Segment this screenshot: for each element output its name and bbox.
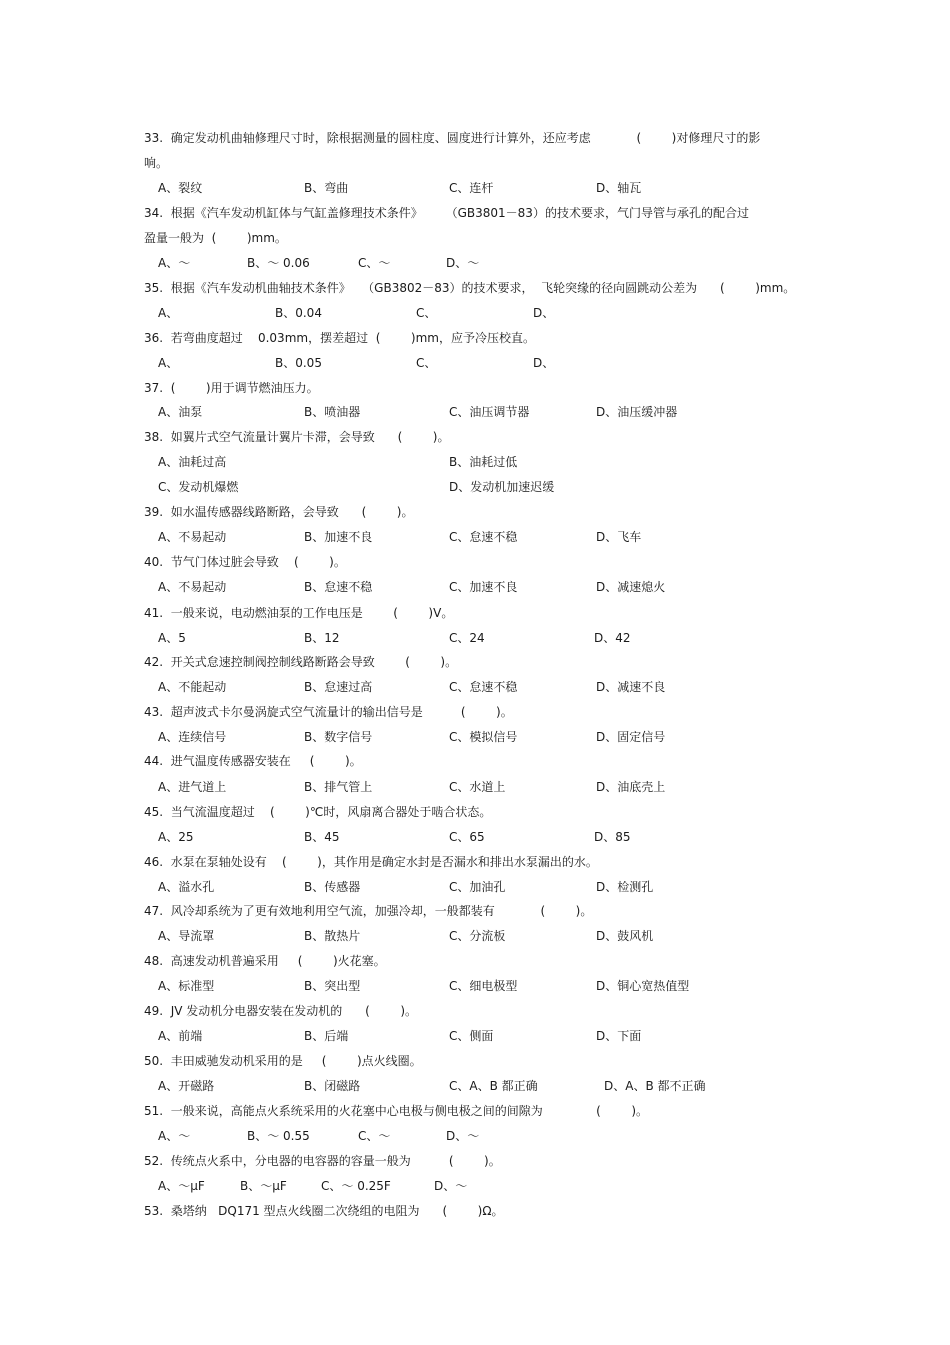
answer-option: B、闭磁路 [304,1079,361,1093]
question-stem [0,852,950,872]
question-stem-continued [0,153,950,173]
question-text: 盈量一般为 ( )mm。 [144,231,287,245]
question-stem [0,1051,950,1071]
answer-option: A、油耗过高 [158,455,227,469]
answer-option: D、减速不良 [596,680,666,694]
answer-option: A、25 [158,830,194,844]
question-text: 33. 确定发动机曲轴修理尺寸时，除根据测量的圆柱度、圆度进行计算外，还应考虑 ( )对修理尺寸的影 [144,131,761,145]
question-text: 45. 当气流温度超过 ( )℃时，风扇离合器处于啮合状态。 [144,805,492,819]
answer-option: C、连杆 [449,181,494,195]
answer-option: B、怠速不稳 [304,580,373,594]
question-text: 46. 水泵在泵轴处设有 ( )，其作用是确定水封是否漏水和排出水泵漏出的水。 [144,855,598,869]
option-row [0,1176,950,1196]
answer-option: C、65 [449,830,485,844]
answer-option: B、数字信号 [304,730,373,744]
question-text: 34. 根据《汽车发动机缸体与气缸盖修理技术条件》 （GB3801－83）的技术要求，气门导管与承孔的配合过 [144,206,749,220]
question-text: 52. 传统点火系中，分电器的电容器的容量一般为 ( )。 [144,1154,501,1168]
option-row [0,1126,950,1146]
option-row [0,527,950,547]
answer-option: D、减速熄火 [596,580,666,594]
question-text: 44. 进气温度传感器安装在 ( )。 [144,754,362,768]
option-row [0,1026,950,1046]
answer-option: A、不易起动 [158,580,227,594]
answer-option: C、水道上 [449,780,506,794]
question-text: 48. 高速发动机普遍采用 ( )火花塞。 [144,954,386,968]
option-row [0,477,950,497]
answer-option: B、传感器 [304,880,361,894]
answer-option: B、0.04 [275,306,322,320]
answer-option: B、0.05 [275,356,322,370]
answer-option: B、排气管上 [304,780,373,794]
question-stem-continued [0,228,950,248]
question-stem [0,652,950,672]
answer-option: D、铜心宽热值型 [596,979,690,993]
question-text: 35. 根据《汽车发动机曲轴技术条件》 （GB3802－83）的技术要求， 飞轮突缘的径向圆跳动公差为 ( )mm。 [144,281,796,295]
answer-option: D、检测孔 [596,880,654,894]
option-row [0,926,950,946]
question-text: 42. 开关式怠速控制阀控制线路断路会导致 ( )。 [144,655,458,669]
answer-option: C、加速不良 [449,580,518,594]
question-stem [0,1201,950,1221]
answer-option: D、轴瓦 [596,181,642,195]
answer-option: B、后端 [304,1029,349,1043]
option-row [0,577,950,597]
answer-option: D、85 [594,830,631,844]
answer-option: C、加油孔 [449,880,506,894]
answer-option: D、～ [446,1129,480,1143]
answer-option: B、油耗过低 [449,455,518,469]
question-stem [0,951,950,971]
answer-option: B、怠速过高 [304,680,373,694]
question-stem [0,427,950,447]
question-text: 36. 若弯曲度超过 0.03mm，摆差超过 ( )mm，应予冷压校直。 [144,331,535,345]
answer-option: A、 [158,306,179,320]
answer-option: D、 [533,306,555,320]
answer-option: C、细电极型 [449,979,518,993]
answer-option: A、导流罩 [158,929,215,943]
question-stem [0,1001,950,1021]
option-row [0,677,950,697]
option-row [0,353,950,373]
question-stem [0,378,950,398]
question-text: 41. 一般来说，电动燃油泵的工作电压是 ( )V。 [144,606,454,620]
answer-option: A、裂纹 [158,181,203,195]
question-text: 47. 风冷却系统为了更有效地利用空气流，加强冷却，一般都装有 ( )。 [144,904,593,918]
answer-option: A、～ [158,1129,191,1143]
answer-option: A、标准型 [158,979,215,993]
answer-option: A、进气道上 [158,780,227,794]
option-row [0,452,950,472]
answer-option: B、～μF [240,1179,287,1193]
answer-option: D、 [533,356,555,370]
question-text: 38. 如翼片式空气流量计翼片卡滞，会导致 ( )。 [144,430,450,444]
answer-option: D、油压缓冲器 [596,405,678,419]
answer-option: A、不易起动 [158,530,227,544]
question-text: 43. 超声波式卡尔曼涡旋式空气流量计的输出信号是 ( )。 [144,705,513,719]
question-stem [0,552,950,572]
answer-option: B、喷油器 [304,405,361,419]
option-row [0,303,950,323]
question-stem [0,802,950,822]
question-stem [0,128,950,148]
question-text: 53. 桑塔纳 DQ171 型点火线圈二次绕组的电阻为 ( )Ω。 [144,1204,504,1218]
answer-option: B、突出型 [304,979,361,993]
question-stem [0,1101,950,1121]
answer-option: C、发动机爆燃 [158,480,239,494]
option-row [0,628,950,648]
answer-option: B、散热片 [304,929,361,943]
option-row [0,777,950,797]
option-row [0,727,950,747]
answer-option: B、12 [304,631,340,645]
answer-option: C、模拟信号 [449,730,518,744]
answer-option: A、油泵 [158,405,203,419]
option-row [0,976,950,996]
question-stem [0,203,950,223]
answer-option: D、固定信号 [596,730,666,744]
answer-option: C、～ [358,1129,391,1143]
answer-option: D、A、B 都不正确 [604,1079,706,1093]
answer-option: C、怠速不稳 [449,530,518,544]
answer-option: A、连续信号 [158,730,227,744]
answer-option: C、A、B 都正确 [449,1079,538,1093]
answer-option: B、弯曲 [304,181,349,195]
answer-option: A、5 [158,631,186,645]
option-row [0,877,950,897]
answer-option: D、发动机加速迟缓 [449,480,555,494]
question-stem [0,901,950,921]
answer-option: C、怠速不稳 [449,680,518,694]
option-row [0,402,950,422]
question-stem [0,1151,950,1171]
answer-option: D、下面 [596,1029,642,1043]
question-text: 40. 节气门体过脏会导致 ( )。 [144,555,346,569]
answer-option: C、侧面 [449,1029,494,1043]
answer-option: C、分流板 [449,929,506,943]
answer-option: C、24 [449,631,485,645]
answer-option: D、42 [594,631,631,645]
question-stem [0,603,950,623]
answer-option: B、45 [304,830,340,844]
question-text: 51. 一般来说，高能点火系统采用的火花塞中心电极与侧电极之间的间隙为 ( )。 [144,1104,648,1118]
answer-option: A、不能起动 [158,680,227,694]
option-row [0,178,950,198]
question-text: 响。 [144,156,169,170]
answer-option: C、 [416,356,437,370]
answer-option: D、鼓风机 [596,929,654,943]
answer-option: B、～ 0.06 [247,256,310,270]
question-text: 37. ( )用于调节燃油压力。 [144,381,319,395]
option-row [0,1076,950,1096]
option-row [0,253,950,273]
answer-option: A、 [158,356,179,370]
question-text: 39. 如水温传感器线路断路，会导致 ( )。 [144,505,414,519]
answer-option: B、～ 0.55 [247,1129,310,1143]
answer-option: A、前端 [158,1029,203,1043]
answer-option: A、～ [158,256,191,270]
answer-option: C、 [416,306,437,320]
question-stem [0,278,950,298]
answer-option: A、～μF [158,1179,205,1193]
answer-option: D、～ [434,1179,468,1193]
option-row [0,827,950,847]
answer-option: C、油压调节器 [449,405,530,419]
question-stem [0,751,950,771]
question-stem [0,502,950,522]
answer-option: C、～ [358,256,391,270]
question-stem [0,328,950,348]
question-text: 49. JV 发动机分电器安装在发动机的 ( )。 [144,1004,418,1018]
answer-option: D、～ [446,256,480,270]
answer-option: D、油底壳上 [596,780,666,794]
question-stem [0,702,950,722]
question-text: 50. 丰田威驰发动机采用的是 ( )点火线圈。 [144,1054,422,1068]
answer-option: A、溢水孔 [158,880,215,894]
answer-option: D、飞车 [596,530,642,544]
answer-option: B、加速不良 [304,530,373,544]
answer-option: A、开磁路 [158,1079,215,1093]
answer-option: C、～ 0.25F [321,1179,391,1193]
